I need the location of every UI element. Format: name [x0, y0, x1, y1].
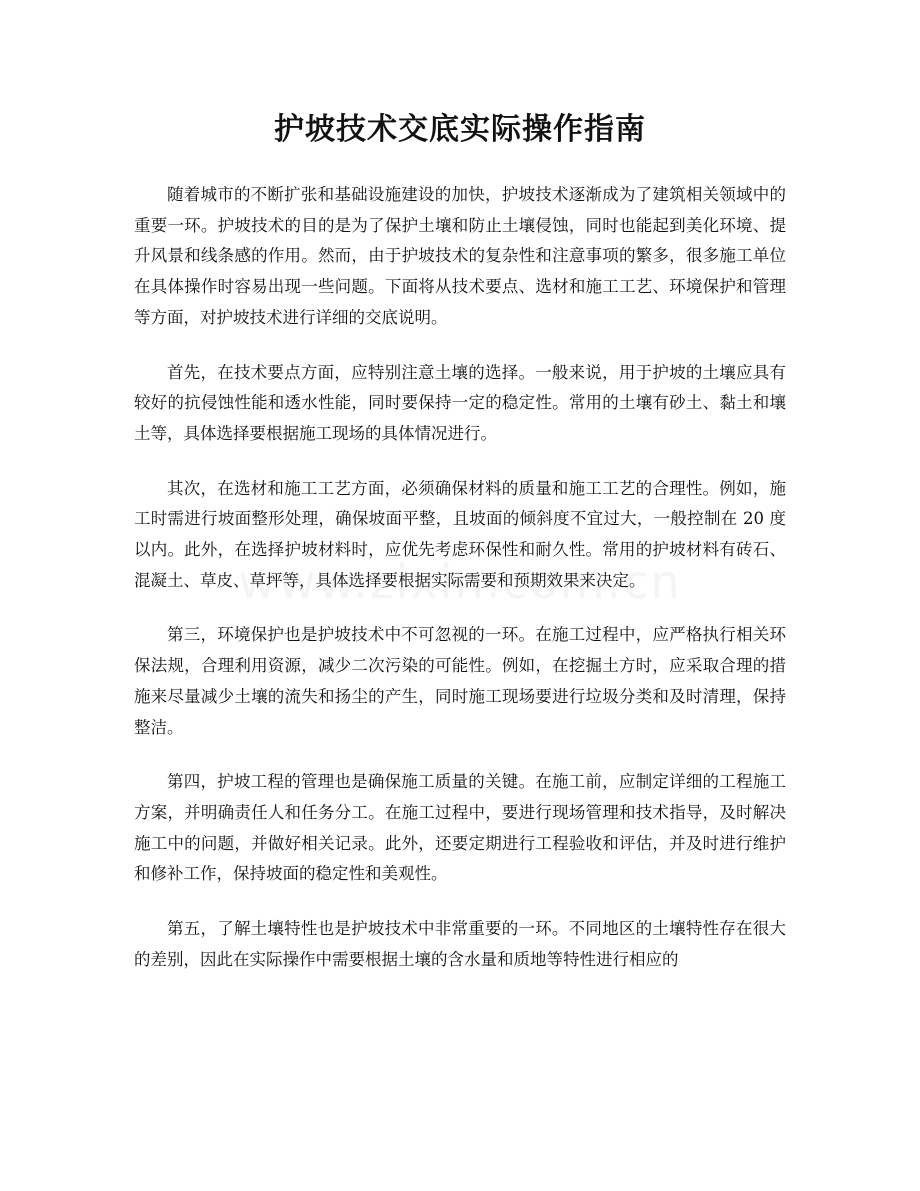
paragraph-second: 其次，在选材和施工工艺方面，必须确保材料的质量和施工工艺的合理性。例如，施工时需进行坡面整形处理，确保坡面平整，且坡面的倾斜度不宜过大，一般控制在 20 度以内。此外，在选择护坡材料时，应优先考虑环保性和耐久性。常用的护坡材料有砖石、混凝土、草皮、草坪等，具体选择要根据实际需要和预期效果来决定。: [134, 478, 786, 590]
document-title: 护坡技术交底实际操作指南: [274, 112, 646, 147]
paragraph-intro: 随着城市的不断扩张和基础设施建设的加快，护坡技术逐渐成为了建筑相关领域中的重要一环。护坡技术的目的是为了保护土壤和防止土壤侵蚀，同时也能起到美化环境、提升风景和线条感的作用。然而，由于护坡技术的复杂性和注意事项的繁多，很多施工单位在具体操作时容易出现一些问题。下面将从技术要点、选材和施工工艺、环境保护和管理等方面，对护坡技术进行详细的交底说明。: [134, 185, 786, 327]
paragraph-first: 首先，在技术要点方面，应特别注意土壤的选择。一般来说，用于护坡的土壤应具有较好的抗侵蚀性能和透水性能，同时要保持一定的稳定性。常用的土壤有砂土、黏土和壤土等，具体选择要根据施工现场的具体情况进行。: [134, 362, 786, 443]
document-body: [134, 180, 786, 999]
paragraph-third: 第三，环境保护也是护坡技术中不可忽视的一环。在施工过程中，应严格执行相关环保法规，合理利用资源，减少二次污染的可能性。例如，在挖掘土方时，应采取合理的措施来尽量减少土壤的流失和扬尘的产生，同时施工现场要进行垃圾分类和及时清理，保持整洁。: [134, 625, 786, 737]
paragraph-fourth: 第四，护坡工程的管理也是确保施工质量的关键。在施工前，应制定详细的工程施工方案，并明确责任人和任务分工。在施工过程中，要进行现场管理和技术指导，及时解决施工中的问题，并做好相关记录。此外，还要定期进行工程验收和评估，并及时进行维护和修补工作，保持坡面的稳定性和美观性。: [134, 772, 786, 884]
paragraph-fifth: 第五，了解土壤特性也是护坡技术中非常重要的一环。不同地区的土壤特性存在很大的差别，因此在实际操作中需要根据土壤的含水量和质地等特性进行相应的: [134, 919, 786, 969]
